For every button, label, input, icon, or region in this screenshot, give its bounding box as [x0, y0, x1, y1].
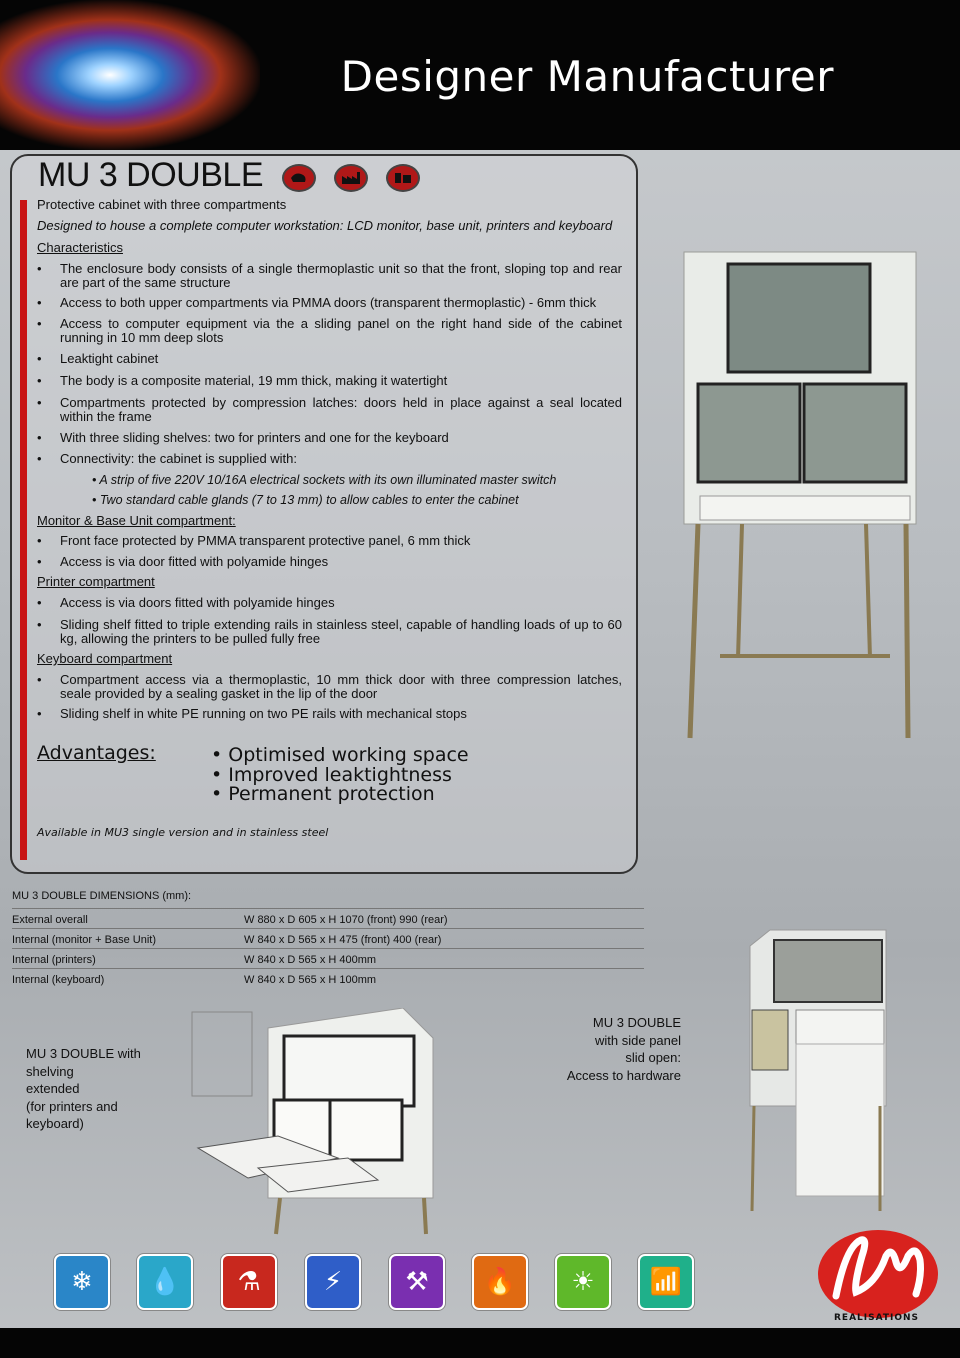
keyboard-heading: Keyboard compartment — [37, 651, 173, 666]
product-title: MU 3 DOUBLE — [38, 156, 263, 194]
advantage-item: • Permanent protection — [211, 783, 435, 805]
cabinet-photo-side — [740, 926, 890, 1216]
factory-icon — [334, 164, 368, 192]
cold-icon: ❄ — [54, 1254, 110, 1310]
advantages-label: Advantages: — [37, 742, 156, 764]
header-title: Designer Manufacturer — [340, 52, 834, 101]
header-banner — [0, 0, 960, 150]
cabinet-photo-main — [680, 248, 920, 748]
table-row: Internal (keyboard) W 840 x D 565 x H 100mm — [12, 968, 644, 988]
tagline: Protective cabinet with three compartments — [37, 197, 287, 212]
caption-right: MU 3 DOUBLE with side panel slid open: Access to hardware — [566, 1015, 681, 1083]
office-icon — [386, 164, 420, 192]
fire-icon: 🔥 — [472, 1254, 528, 1310]
availability-note: Available in MU3 single version and in stainless steel — [37, 826, 329, 839]
connectivity-item: • A strip of five 220V 10/16A electrical sockets with its own illuminated master switch — [92, 473, 557, 487]
impact-icon: ⚡ — [305, 1254, 361, 1310]
dimensions-title: MU 3 DOUBLE DIMENSIONS (mm): — [12, 890, 192, 902]
connectivity-item: • Two standard cable glands (7 to 13 mm) to allow cables to enter the cabinet — [92, 493, 519, 507]
monitor-heading: Monitor & Base Unit compartment: — [37, 513, 236, 528]
table-row: Internal (printers) W 840 x D 565 x H 400mm — [12, 948, 644, 968]
logo-text: REALISATIONS — [834, 1313, 920, 1323]
table-row: External overall W 880 x D 605 x H 1070 (front) 990 (rear) — [12, 908, 644, 928]
description: Designed to house a complete computer workstation: LCD monitor, base unit, printers and keyboard — [37, 218, 613, 233]
characteristics-heading: Characteristics — [37, 240, 123, 255]
advantage-item: • Improved leaktightness — [211, 764, 452, 786]
caption-left: MU 3 DOUBLE with shelving extended (for printers and keyboard) — [26, 1046, 141, 1131]
lm-logo — [816, 1226, 946, 1321]
table-row: Internal (monitor + Base Unit) W 840 x D 565 x H 475 (front) 400 (rear) — [12, 928, 644, 948]
heat-icon: ☀ — [555, 1254, 611, 1310]
red-accent-bar — [20, 200, 27, 860]
advantage-item: • Optimised working space — [211, 744, 469, 766]
ram-icon — [282, 164, 316, 192]
globe-graphic — [0, 0, 260, 150]
printer-heading: Printer compartment — [37, 574, 155, 589]
signal-icon: 📶 — [638, 1254, 694, 1310]
footer-bar — [0, 1328, 960, 1358]
chemical-icon: ⚗ — [221, 1254, 277, 1310]
tools-icon: ⚒ — [389, 1254, 445, 1310]
water-spray-icon: 💧 — [137, 1254, 193, 1310]
cabinet-photo-open — [188, 1008, 446, 1236]
